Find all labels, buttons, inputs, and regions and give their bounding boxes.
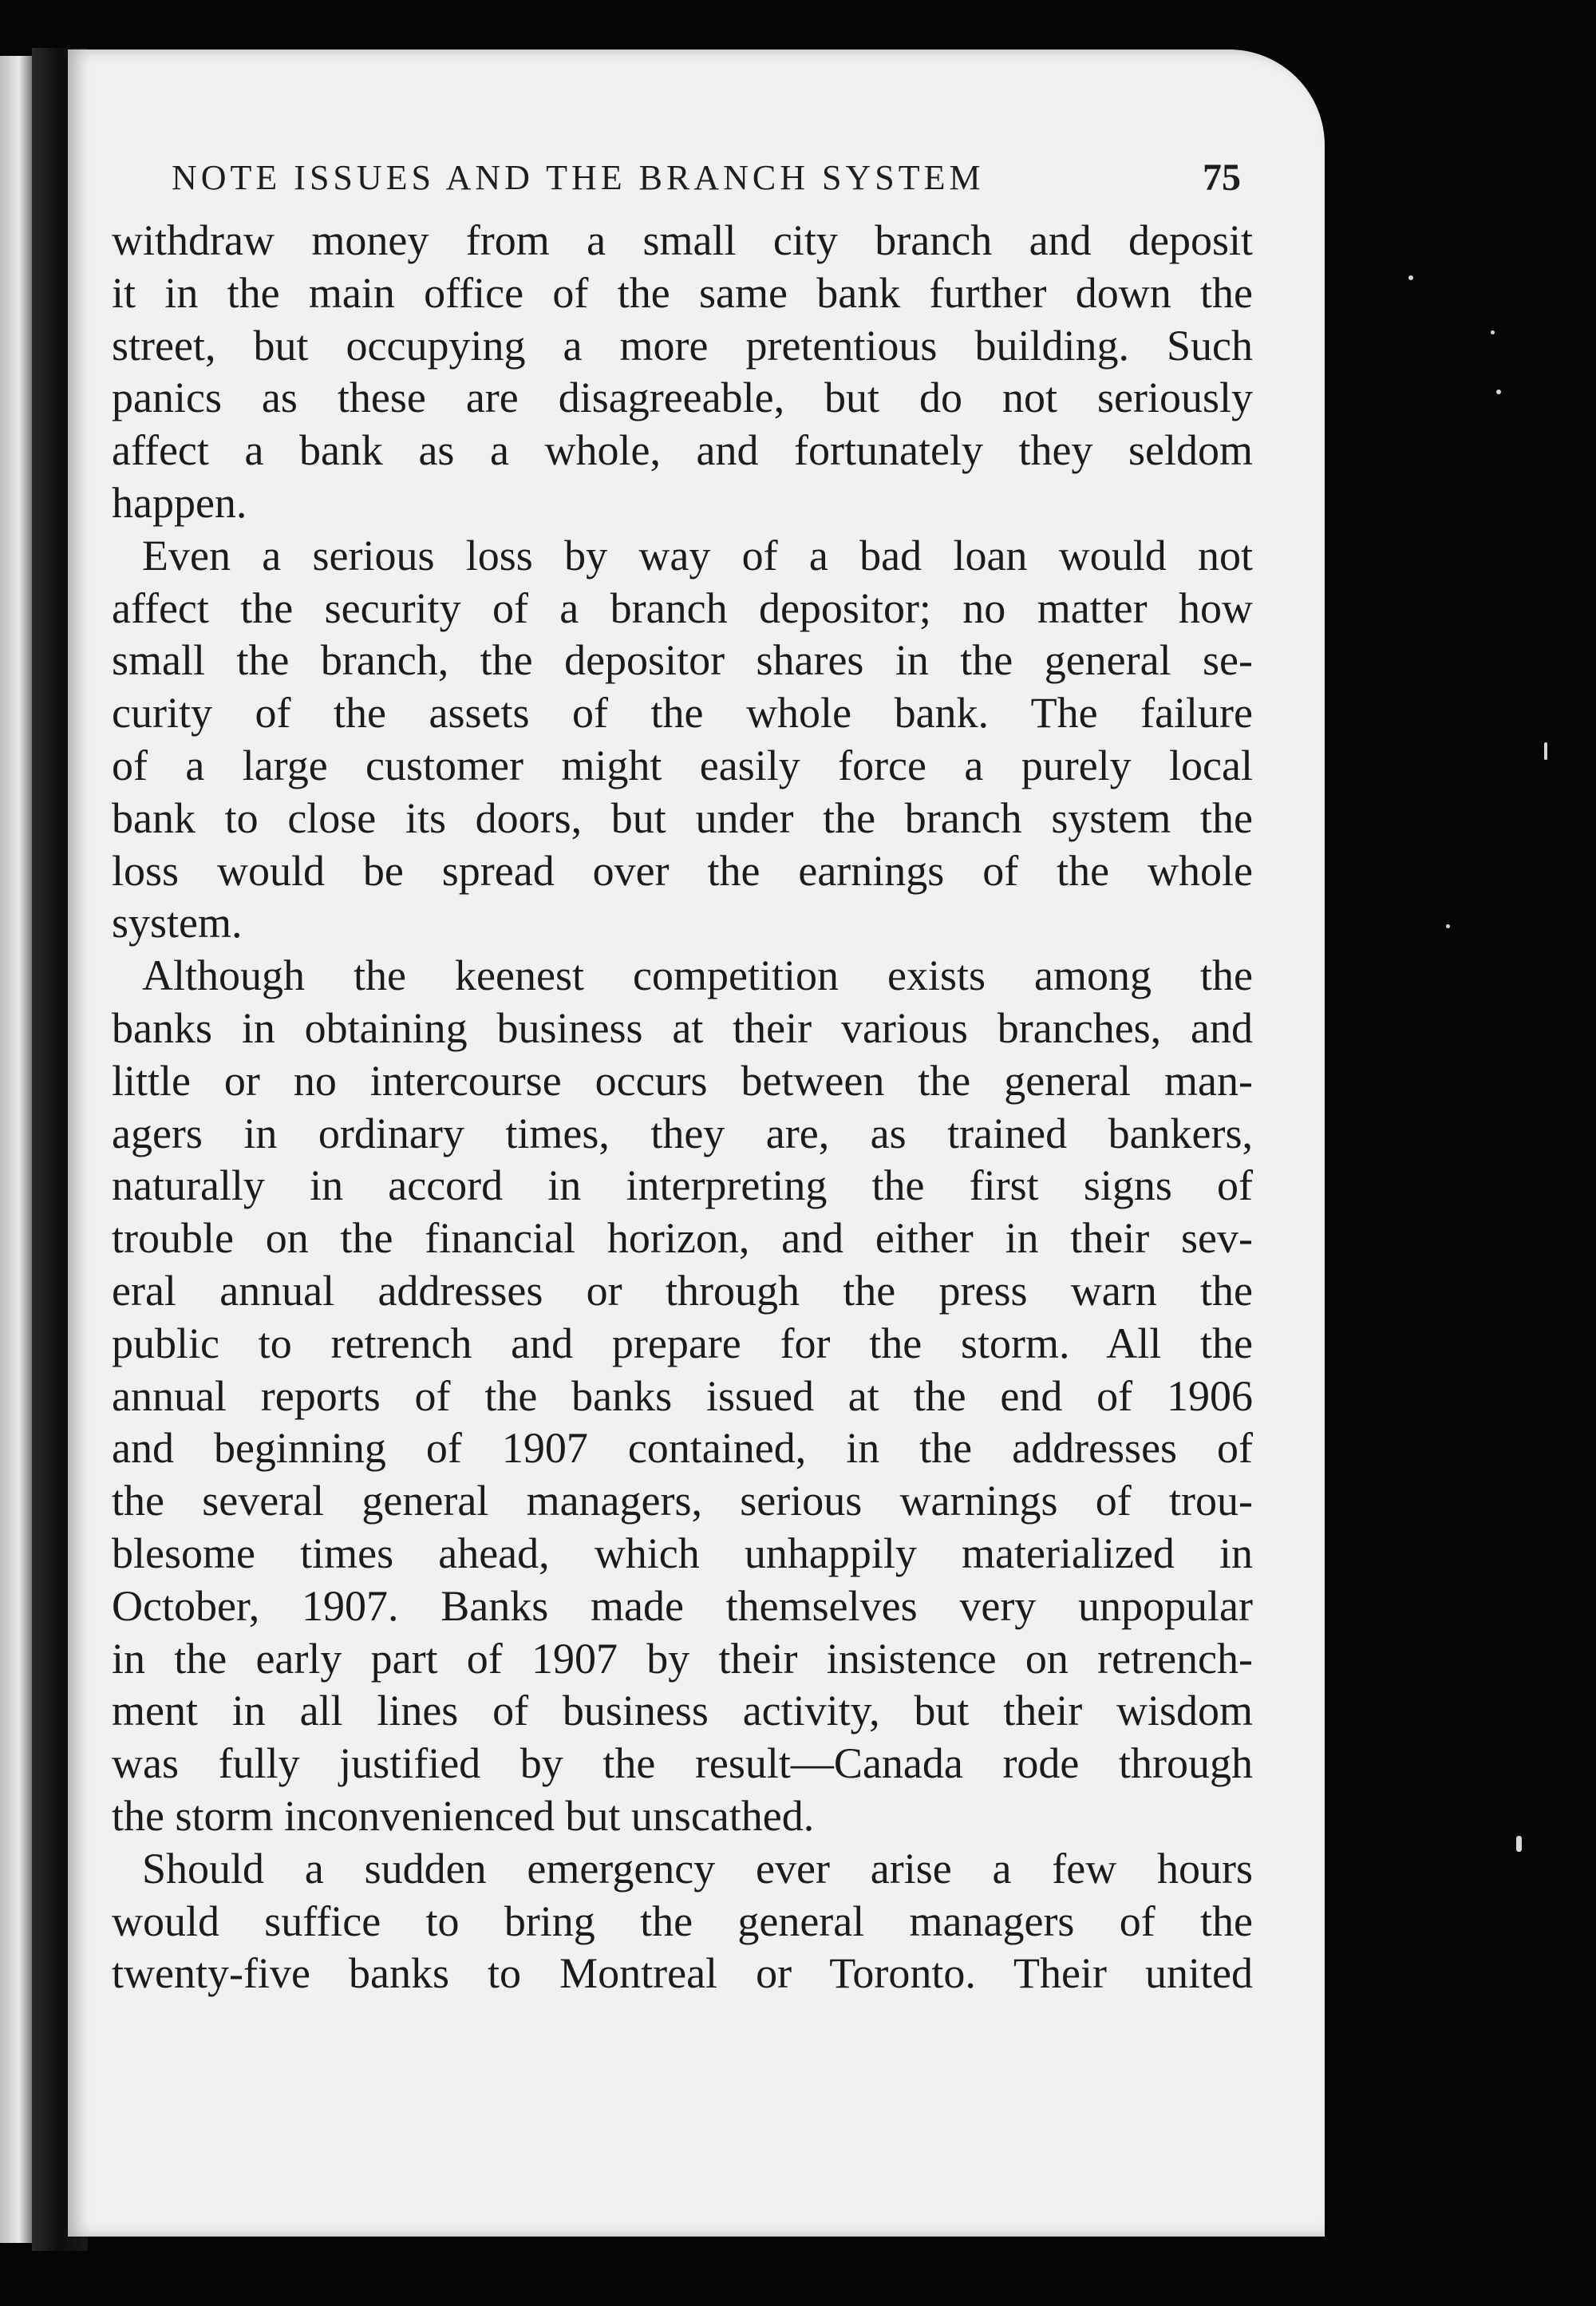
dust-speck [1491,330,1495,334]
facing-page-edge [0,56,32,2243]
text-line: affect a bank as a whole, and fortunately they seldom [112,426,1253,475]
dust-speck [1408,275,1413,280]
text-line: twenty-five banks to Montreal or Toronto. Their united [112,1949,1253,1998]
text-line: street, but occupying a more pretentious building. Such [112,321,1253,370]
text-line: of a large customer might easily force a purely local [112,741,1253,789]
text-line: Although the keenest competition exists among the [142,951,1253,1000]
text-line: curity of the assets of the whole bank. The failure [112,689,1253,738]
text-line: agers in ordinary times, they are, as trained bankers, [112,1109,1253,1157]
text-line: and beginning of 1907 contained, in the addresses of [112,1424,1253,1473]
text-line: trouble on the financial horizon, and either in their sev- [112,1214,1253,1263]
text-line: banks in obtaining business at their various branches, and [112,1003,1253,1052]
text-line: system. [112,899,243,947]
text-line: in the early part of 1907 by their insistence on retrench- [112,1634,1253,1683]
dust-speck [1446,924,1450,928]
text-line: ment in all lines of business activity, but their wisdom [112,1687,1253,1735]
text-line: naturally in accord in interpreting the first signs of [112,1161,1253,1210]
dust-speck [1544,742,1547,760]
text-line: little or no intercourse occurs between the general man- [112,1056,1253,1105]
text-line: blesome times ahead, which unhappily materialized in [112,1529,1253,1577]
text-line: it in the main office of the same bank further down the [112,268,1253,317]
text-line: small the branch, the depositor shares in the general se- [112,636,1253,685]
text-line: panics as these are disagreeable, but do not seriously [112,374,1253,422]
text-line: would suffice to bring the general managers of the [112,1897,1253,1945]
text-line: the storm inconvenienced but unscathed. [112,1791,815,1840]
text-line: Should a sudden emergency ever arise a few hours [142,1844,1253,1893]
text-line: happen. [112,478,247,527]
text-line: loss would be spread over the earnings of the whole [112,846,1253,895]
text-line: the several general managers, serious warnings of trou- [112,1477,1253,1525]
text-line: October, 1907. Banks made themselves very unpopular [112,1581,1253,1630]
text-line: annual reports of the banks issued at the end of 1906 [112,1371,1253,1420]
running-head: NOTE ISSUES AND THE BRANCH SYSTEM [172,157,985,197]
book-page [68,49,1325,2237]
text-line: affect the security of a branch depositor; no matter how [112,583,1253,632]
text-line: was fully justified by the result—Canada rode through [112,1739,1253,1788]
page-header [172,145,1241,209]
text-line: withdraw money from a small city branch and deposit [112,216,1253,264]
text-line: Even a serious loss by way of a bad loan would not [142,531,1253,579]
page-number: 75 [1203,156,1241,199]
text-line: public to retrench and prepare for the storm. All the [112,1319,1253,1367]
dust-speck [1496,390,1501,394]
text-line: bank to close its doors, but under the branch system the [112,793,1253,842]
text-line: eral annual addresses or through the press warn the [112,1266,1253,1315]
body-text [112,215,1253,2000]
dust-speck [1516,1836,1522,1852]
